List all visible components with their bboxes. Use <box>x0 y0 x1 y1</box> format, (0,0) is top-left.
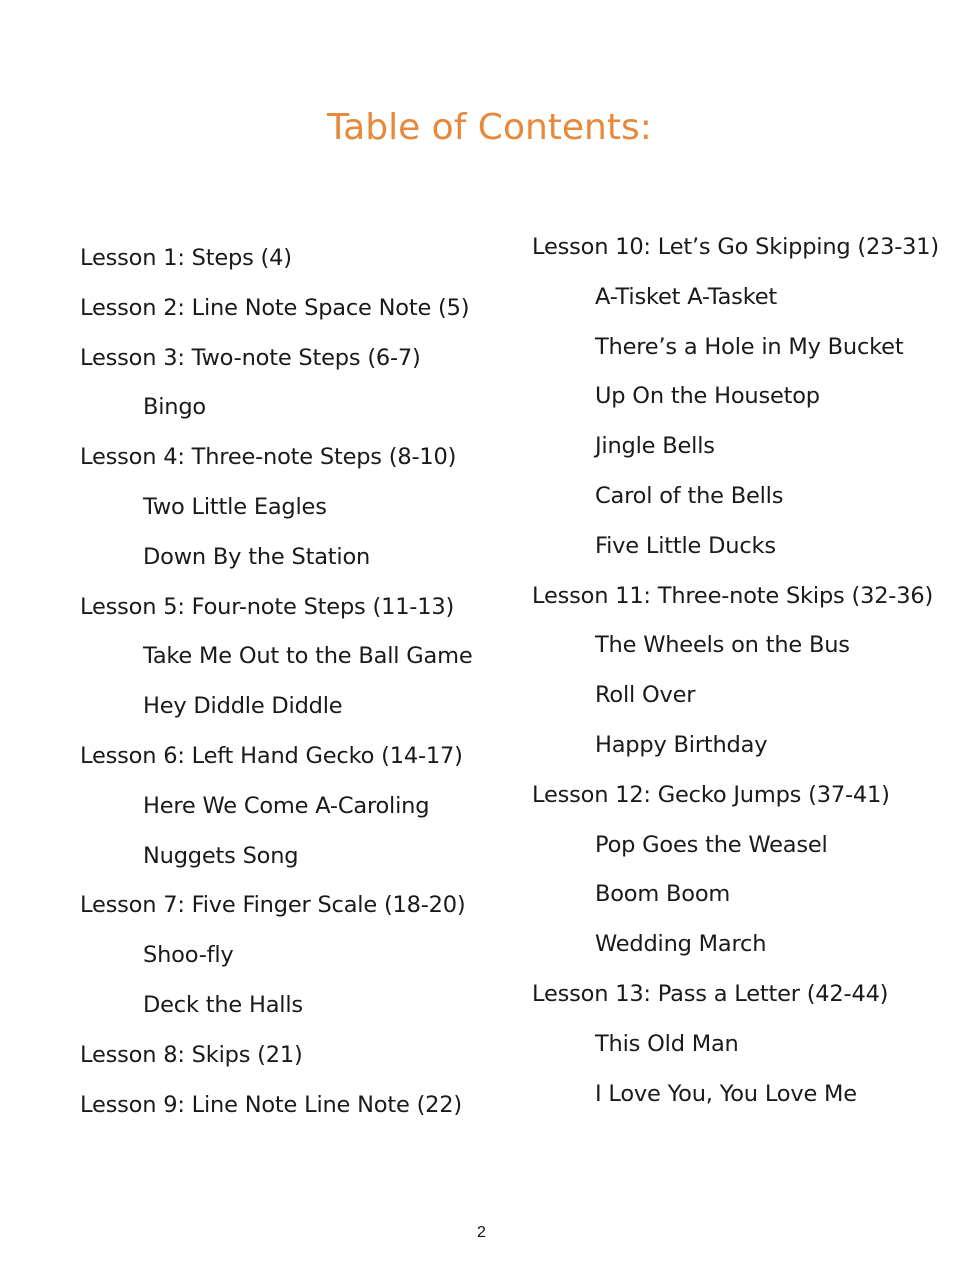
toc-song-entry: Deck the Halls <box>143 991 303 1018</box>
toc-song-entry: This Old Man <box>595 1030 739 1057</box>
toc-left-column <box>80 233 520 1129</box>
toc-lesson-entry: Lesson 9: Line Note Line Note (22) <box>80 1091 462 1118</box>
toc-song-entry: Wedding March <box>595 931 767 958</box>
toc-song-entry: Nuggets Song <box>143 842 299 869</box>
toc-lesson-entry: Lesson 10: Let’s Go Skipping (23-31) <box>532 234 939 260</box>
toc-lesson-entry: Lesson 12: Gecko Jumps (37-41) <box>532 781 890 808</box>
toc-lesson-entry: Lesson 8: Skips (21) <box>80 1041 303 1068</box>
toc-song-entry: A-Tisket A-Tasket <box>595 283 777 310</box>
toc-right-column <box>532 222 972 1118</box>
toc-song-entry: Down By the Station <box>143 543 371 570</box>
toc-song-entry: Bingo <box>143 394 206 421</box>
toc-song-entry: Carol of the Bells <box>595 482 784 509</box>
toc-lesson-entry: Lesson 11: Three-note Skips (32-36) <box>532 582 934 609</box>
toc-song-entry: Up On the Housetop <box>595 383 820 410</box>
page-title: Table of Contents: <box>327 107 652 148</box>
toc-song-entry: Roll Over <box>595 682 696 709</box>
page-number: 2 <box>477 1224 486 1241</box>
toc-lesson-entry: Lesson 4: Three-note Steps (8-10) <box>80 444 457 471</box>
toc-lesson-entry: Lesson 5: Four-note Steps (11-13) <box>80 593 455 620</box>
toc-song-entry: Boom Boom <box>595 881 731 908</box>
toc-lesson-entry: Lesson 3: Two-note Steps (6-7) <box>80 344 421 371</box>
toc-song-entry: Five Little Ducks <box>595 532 776 559</box>
toc-song-entry: Happy Birthday <box>595 731 768 758</box>
toc-song-entry: Here We Come A-Caroling <box>143 792 430 819</box>
toc-song-entry: Take Me Out to the Ball Game <box>143 643 473 670</box>
toc-song-entry: Shoo-fly <box>143 942 234 969</box>
toc-song-entry: Hey Diddle Diddle <box>143 693 343 720</box>
toc-lesson-entry: Lesson 6: Left Hand Gecko (14-17) <box>80 742 463 769</box>
toc-song-entry: Two Little Eagles <box>143 493 327 520</box>
toc-song-entry: There’s a Hole in My Bucket <box>595 333 904 360</box>
toc-song-entry: Jingle Bells <box>595 433 715 460</box>
toc-song-entry: The Wheels on the Bus <box>595 632 850 659</box>
toc-lesson-entry: Lesson 1: Steps (4) <box>80 245 292 271</box>
toc-lesson-entry: Lesson 2: Line Note Space Note (5) <box>80 294 470 321</box>
toc-song-entry: Pop Goes the Weasel <box>595 831 828 858</box>
toc-lesson-entry: Lesson 7: Five Finger Scale (18-20) <box>80 892 466 919</box>
toc-lesson-entry: Lesson 13: Pass a Letter (42-44) <box>532 980 889 1007</box>
toc-song-entry: I Love You, You Love Me <box>595 1080 857 1107</box>
